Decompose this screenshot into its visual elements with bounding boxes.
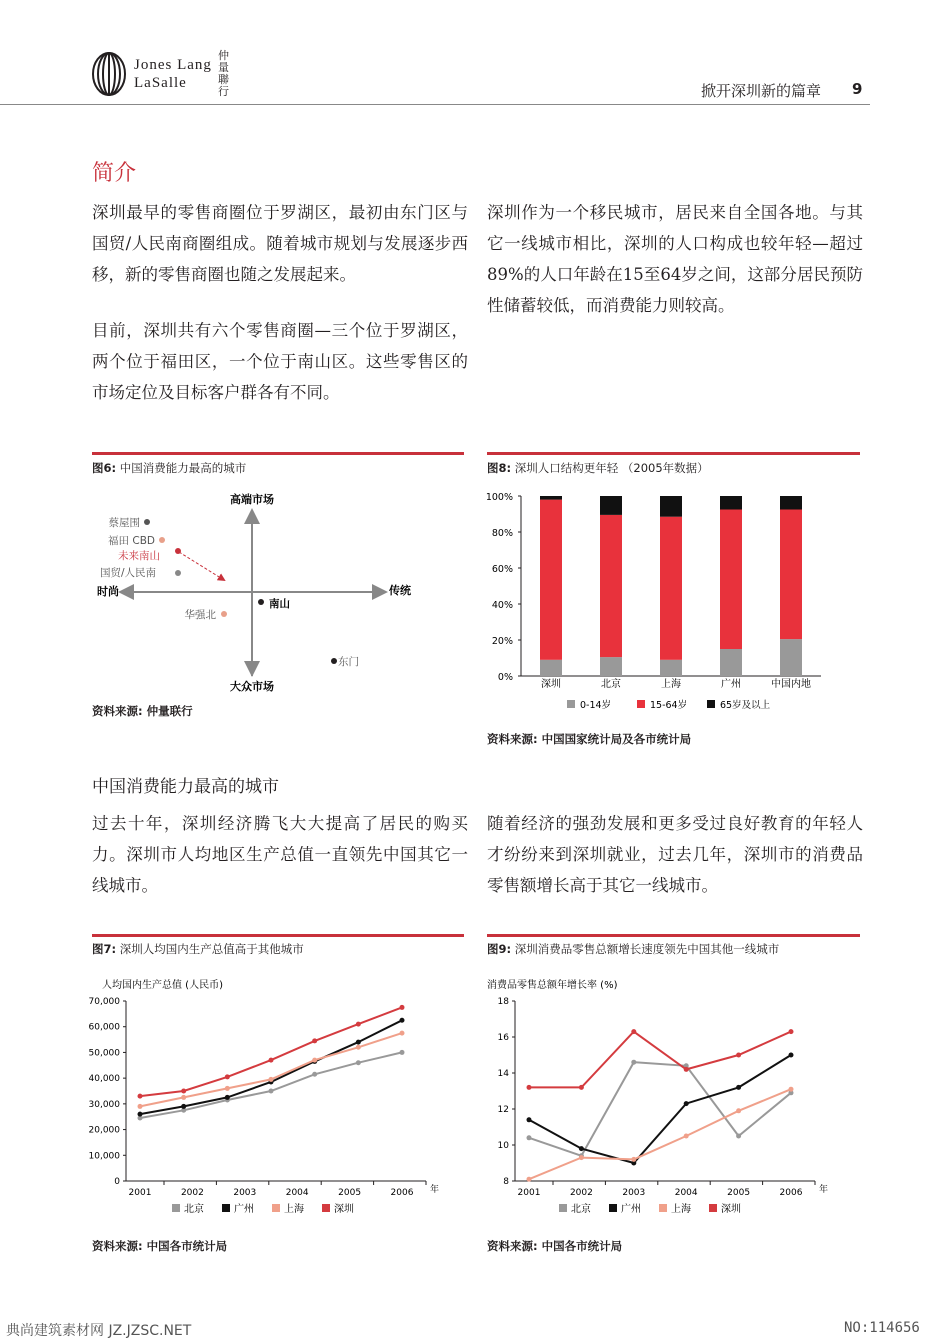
- x-tick-label: 2003: [622, 1188, 646, 1198]
- fig7-title-text: 深圳人均国内生产总值高于其他城市: [119, 942, 304, 956]
- fig8-title: [487, 460, 709, 476]
- y-tick-label: 40%: [491, 600, 513, 611]
- label-futian-cbd: 福田 CBD: [108, 535, 155, 547]
- data-point: [269, 1077, 274, 1082]
- section-title: 掀开深圳新的篇章: [701, 82, 822, 100]
- bar-segment: [600, 657, 622, 676]
- fig7-label: 图7:: [92, 942, 117, 956]
- legend-swatch: [559, 1204, 567, 1212]
- data-point: [400, 1050, 405, 1055]
- x-tick-label: 2004: [285, 1188, 309, 1198]
- bar-segment: [660, 517, 682, 660]
- series-line: [140, 1020, 402, 1114]
- fig6-source: 资料来源: 仲量联行: [92, 704, 193, 718]
- axis-left-label: 时尚: [97, 585, 119, 598]
- legend-label: 北京: [571, 1204, 591, 1215]
- legend-label: 深圳: [721, 1204, 741, 1215]
- x-tick-label: 广州: [721, 679, 741, 690]
- fig8-rule: [487, 452, 860, 455]
- data-point: [181, 1104, 186, 1109]
- fig8-stacked-bar-chart: [487, 486, 860, 718]
- x-tick-label: 2004: [674, 1188, 698, 1198]
- bar-segment: [660, 660, 682, 676]
- label-guomao: 国贸/人民南: [99, 567, 156, 579]
- legend-label: 深圳: [334, 1204, 354, 1215]
- legend-label: 15-64岁: [650, 700, 688, 711]
- legend-label: 65岁及以上: [720, 700, 771, 711]
- x-tick-label: 北京: [601, 679, 621, 690]
- bar-segment: [780, 496, 802, 510]
- data-point: [312, 1038, 317, 1043]
- data-point: [736, 1085, 741, 1090]
- intro-heading: 简介: [92, 161, 137, 186]
- fig7-source: 资料来源: 中国各市统计局: [92, 1239, 228, 1253]
- data-point: [736, 1108, 741, 1113]
- y-tick-label: 0: [114, 1177, 120, 1187]
- intro-right-paragraph: 深圳作为一个移民城市，居民来自全国各地。与其它一线城市相比，深圳的人口构成也较年轻—超过89%的人口年龄在15至64岁之间，这部分居民预防性储蓄较低，而消费能力则较高。: [487, 203, 863, 315]
- x-tick-label: 2005: [338, 1188, 362, 1198]
- x-tick-label: 上海: [661, 679, 681, 690]
- data-point: [789, 1087, 794, 1092]
- fig6-positioning-map: [92, 488, 464, 698]
- legend-swatch: [567, 700, 575, 708]
- x-tick-label: 深圳: [541, 679, 561, 690]
- y-tick-label: 0%: [497, 672, 513, 683]
- legend-swatch: [659, 1204, 667, 1212]
- bar-segment: [720, 649, 742, 676]
- legend-label: 上海: [671, 1204, 691, 1215]
- data-point: [579, 1085, 584, 1090]
- bar-segment: [600, 515, 622, 657]
- y-tick-label: 20%: [491, 636, 513, 647]
- y-tick-label: 50,000: [88, 1048, 120, 1059]
- y-tick-label: 70,000: [88, 997, 120, 1007]
- y-tick-label: 40,000: [88, 1074, 120, 1085]
- data-point: [631, 1029, 636, 1034]
- section2-right-paragraph: 随着经济的强劲发展和更多受过良好教育的年轻人才纷纷来到深圳就业，过去几年，深圳市的消费品零售额增长高于其它一线城市。: [487, 814, 863, 895]
- data-point: [527, 1085, 532, 1090]
- data-point: [400, 1018, 405, 1023]
- intro-left-paragraph-1: 深圳最早的零售商圈位于罗湖区，最初由东门区与国贸/人民南商圈组成。随着城市规划与发展逐步西移，新的零售商圈也随之发展起来。: [92, 203, 468, 284]
- y-tick-label: 8: [503, 1177, 509, 1187]
- header-divider: [0, 104, 870, 105]
- legend-swatch: [272, 1204, 280, 1212]
- bar-segment: [540, 660, 562, 676]
- footer-watermark-right: NO:114656: [844, 1320, 920, 1336]
- x-tick-label: 2006: [779, 1188, 803, 1198]
- page-number: 9: [852, 80, 863, 98]
- y-tick-label: 14: [497, 1069, 509, 1079]
- data-point: [527, 1135, 532, 1140]
- legend-label: 上海: [284, 1204, 304, 1215]
- fig7-line-chart: [88, 974, 464, 1224]
- data-point: [312, 1072, 317, 1077]
- y-tick-label: 16: [497, 1033, 509, 1043]
- data-point: [400, 1031, 405, 1036]
- legend-label: 北京: [184, 1204, 204, 1215]
- point-nanshan: [258, 599, 264, 605]
- fig6-label: 图6:: [92, 461, 117, 475]
- x-tick-label: 2002: [569, 1188, 593, 1198]
- bar-segment: [540, 496, 562, 500]
- y-tick-label: 10: [497, 1141, 509, 1151]
- data-point: [736, 1134, 741, 1139]
- series-line: [140, 1033, 402, 1106]
- y-tick-label: 10,000: [88, 1151, 120, 1162]
- x-tick-label: 中国内地: [771, 679, 811, 690]
- bar-segment: [540, 500, 562, 660]
- fig8-label: 图8:: [487, 461, 512, 475]
- fig6-title-text: 中国消费能力最高的城市: [119, 461, 247, 475]
- data-point: [684, 1067, 689, 1072]
- data-point: [356, 1040, 361, 1045]
- data-point: [225, 1095, 230, 1100]
- x-axis-suffix: 年: [819, 1185, 829, 1195]
- company-name-line2: LaSalle: [134, 75, 187, 91]
- data-point: [527, 1177, 532, 1182]
- x-tick-label: 2006: [390, 1188, 414, 1198]
- label-huaqiangbei: 华强北: [184, 609, 216, 621]
- fig9-title-text: 深圳消费品零售总额增长速度领先中国其他一线城市: [514, 942, 780, 956]
- data-point: [579, 1146, 584, 1151]
- fig9-source: 资料来源: 中国各市统计局: [487, 1239, 623, 1253]
- point-dongmen: [331, 658, 337, 664]
- y-tick-label: 20,000: [88, 1125, 120, 1136]
- data-point: [684, 1134, 689, 1139]
- point-caiwuwei: [144, 519, 150, 525]
- data-point: [356, 1022, 361, 1027]
- data-point: [225, 1074, 230, 1079]
- bar-segment: [780, 510, 802, 640]
- company-name-cn: 仲量聯行: [218, 49, 229, 98]
- legend-label: 0-14岁: [580, 700, 612, 711]
- fig9-title: [487, 941, 779, 957]
- legend-swatch: [637, 700, 645, 708]
- data-point: [789, 1053, 794, 1058]
- data-point: [138, 1112, 143, 1117]
- legend-label: 广州: [234, 1204, 254, 1215]
- data-point: [631, 1157, 636, 1162]
- axis-right-label: 传统: [389, 584, 411, 597]
- fig9-rule: [487, 934, 860, 937]
- data-point: [138, 1104, 143, 1109]
- data-point: [356, 1060, 361, 1065]
- point-guomao: [175, 570, 181, 576]
- y-axis-label: 人均国内生产总值 (人民币): [102, 980, 223, 991]
- fig9-line-chart: [487, 974, 860, 1224]
- data-point: [181, 1095, 186, 1100]
- legend-label: 广州: [621, 1204, 641, 1215]
- fig9-label: 图9:: [487, 942, 512, 956]
- x-tick-label: 2005: [727, 1188, 751, 1198]
- x-tick-label: 2003: [233, 1188, 257, 1198]
- legend-swatch: [709, 1204, 717, 1212]
- nanshan-future-arrow: [179, 552, 224, 580]
- bar-segment: [720, 510, 742, 650]
- point-huaqiangbei: [221, 611, 227, 617]
- x-tick-label: 2001: [128, 1188, 152, 1198]
- data-point: [269, 1089, 274, 1094]
- label-caiwuwei: 蔡屋围: [108, 517, 140, 529]
- data-point: [181, 1089, 186, 1094]
- legend-swatch: [707, 700, 715, 708]
- data-point: [356, 1045, 361, 1050]
- y-tick-label: 80%: [491, 528, 513, 539]
- legend-swatch: [172, 1204, 180, 1212]
- data-point: [269, 1058, 274, 1063]
- jll-logo-icon: [92, 52, 126, 96]
- intro-left-paragraph-2: 目前，深圳共有六个零售商圈—三个位于罗湖区，两个位于福田区，一个位于南山区。这些零售区的市场定位及目标客户群各有不同。: [92, 321, 468, 402]
- data-point: [684, 1101, 689, 1106]
- section2-left-paragraph: 过去十年，深圳经济腾飞大大提高了居民的购买力。深圳市人均地区生产总值一直领先中国其它一线城市。: [92, 814, 468, 895]
- bar-segment: [660, 496, 682, 517]
- x-tick-label: 2002: [180, 1188, 204, 1198]
- bar-segment: [720, 496, 742, 510]
- point-future-nanshan: [175, 548, 181, 554]
- fig7-title: [92, 941, 304, 957]
- y-axis-label: 消费品零售总额年增长率 (%): [487, 980, 618, 991]
- data-point: [789, 1029, 794, 1034]
- axis-top-label: 高端市场: [230, 493, 274, 506]
- company-name: [134, 56, 212, 92]
- point-futian-cbd: [159, 537, 165, 543]
- data-point: [400, 1005, 405, 1010]
- fig6-rule: [92, 452, 464, 455]
- data-point: [312, 1058, 317, 1063]
- y-tick-label: 60,000: [88, 1022, 120, 1033]
- axis-bottom-label: 大众市场: [230, 680, 274, 693]
- data-point: [736, 1053, 741, 1058]
- data-point: [138, 1094, 143, 1099]
- fig8-source: 资料来源: 中国国家统计局及各市统计局: [487, 732, 692, 746]
- y-tick-label: 18: [497, 997, 509, 1007]
- bar-segment: [600, 496, 622, 515]
- section2-heading: 中国消费能力最高的城市: [92, 777, 279, 797]
- fig8-title-text: 深圳人口结构更年轻 （2005年数据）: [514, 461, 709, 475]
- legend-swatch: [222, 1204, 230, 1212]
- bar-segment: [780, 639, 802, 676]
- y-tick-label: 100%: [485, 492, 513, 503]
- label-nanshan: 南山: [269, 598, 290, 610]
- company-name-line1: Jones Lang: [134, 57, 212, 73]
- legend-swatch: [609, 1204, 617, 1212]
- fig7-rule: [92, 934, 464, 937]
- x-tick-label: 2001: [517, 1188, 541, 1198]
- y-tick-label: 12: [497, 1105, 509, 1115]
- y-tick-label: 60%: [491, 564, 513, 575]
- data-point: [225, 1086, 230, 1091]
- x-axis-suffix: 年: [430, 1185, 440, 1195]
- label-future-nanshan: 未来南山: [118, 550, 160, 562]
- label-dongmen: 东门: [338, 656, 359, 668]
- data-point: [579, 1155, 584, 1160]
- fig6-title: [92, 460, 246, 476]
- data-point: [631, 1060, 636, 1065]
- data-point: [527, 1117, 532, 1122]
- legend-swatch: [322, 1204, 330, 1212]
- y-tick-label: 30,000: [88, 1099, 120, 1110]
- footer-watermark-left: 典尚建筑素材网 JZ.JZSC.NET: [6, 1323, 192, 1339]
